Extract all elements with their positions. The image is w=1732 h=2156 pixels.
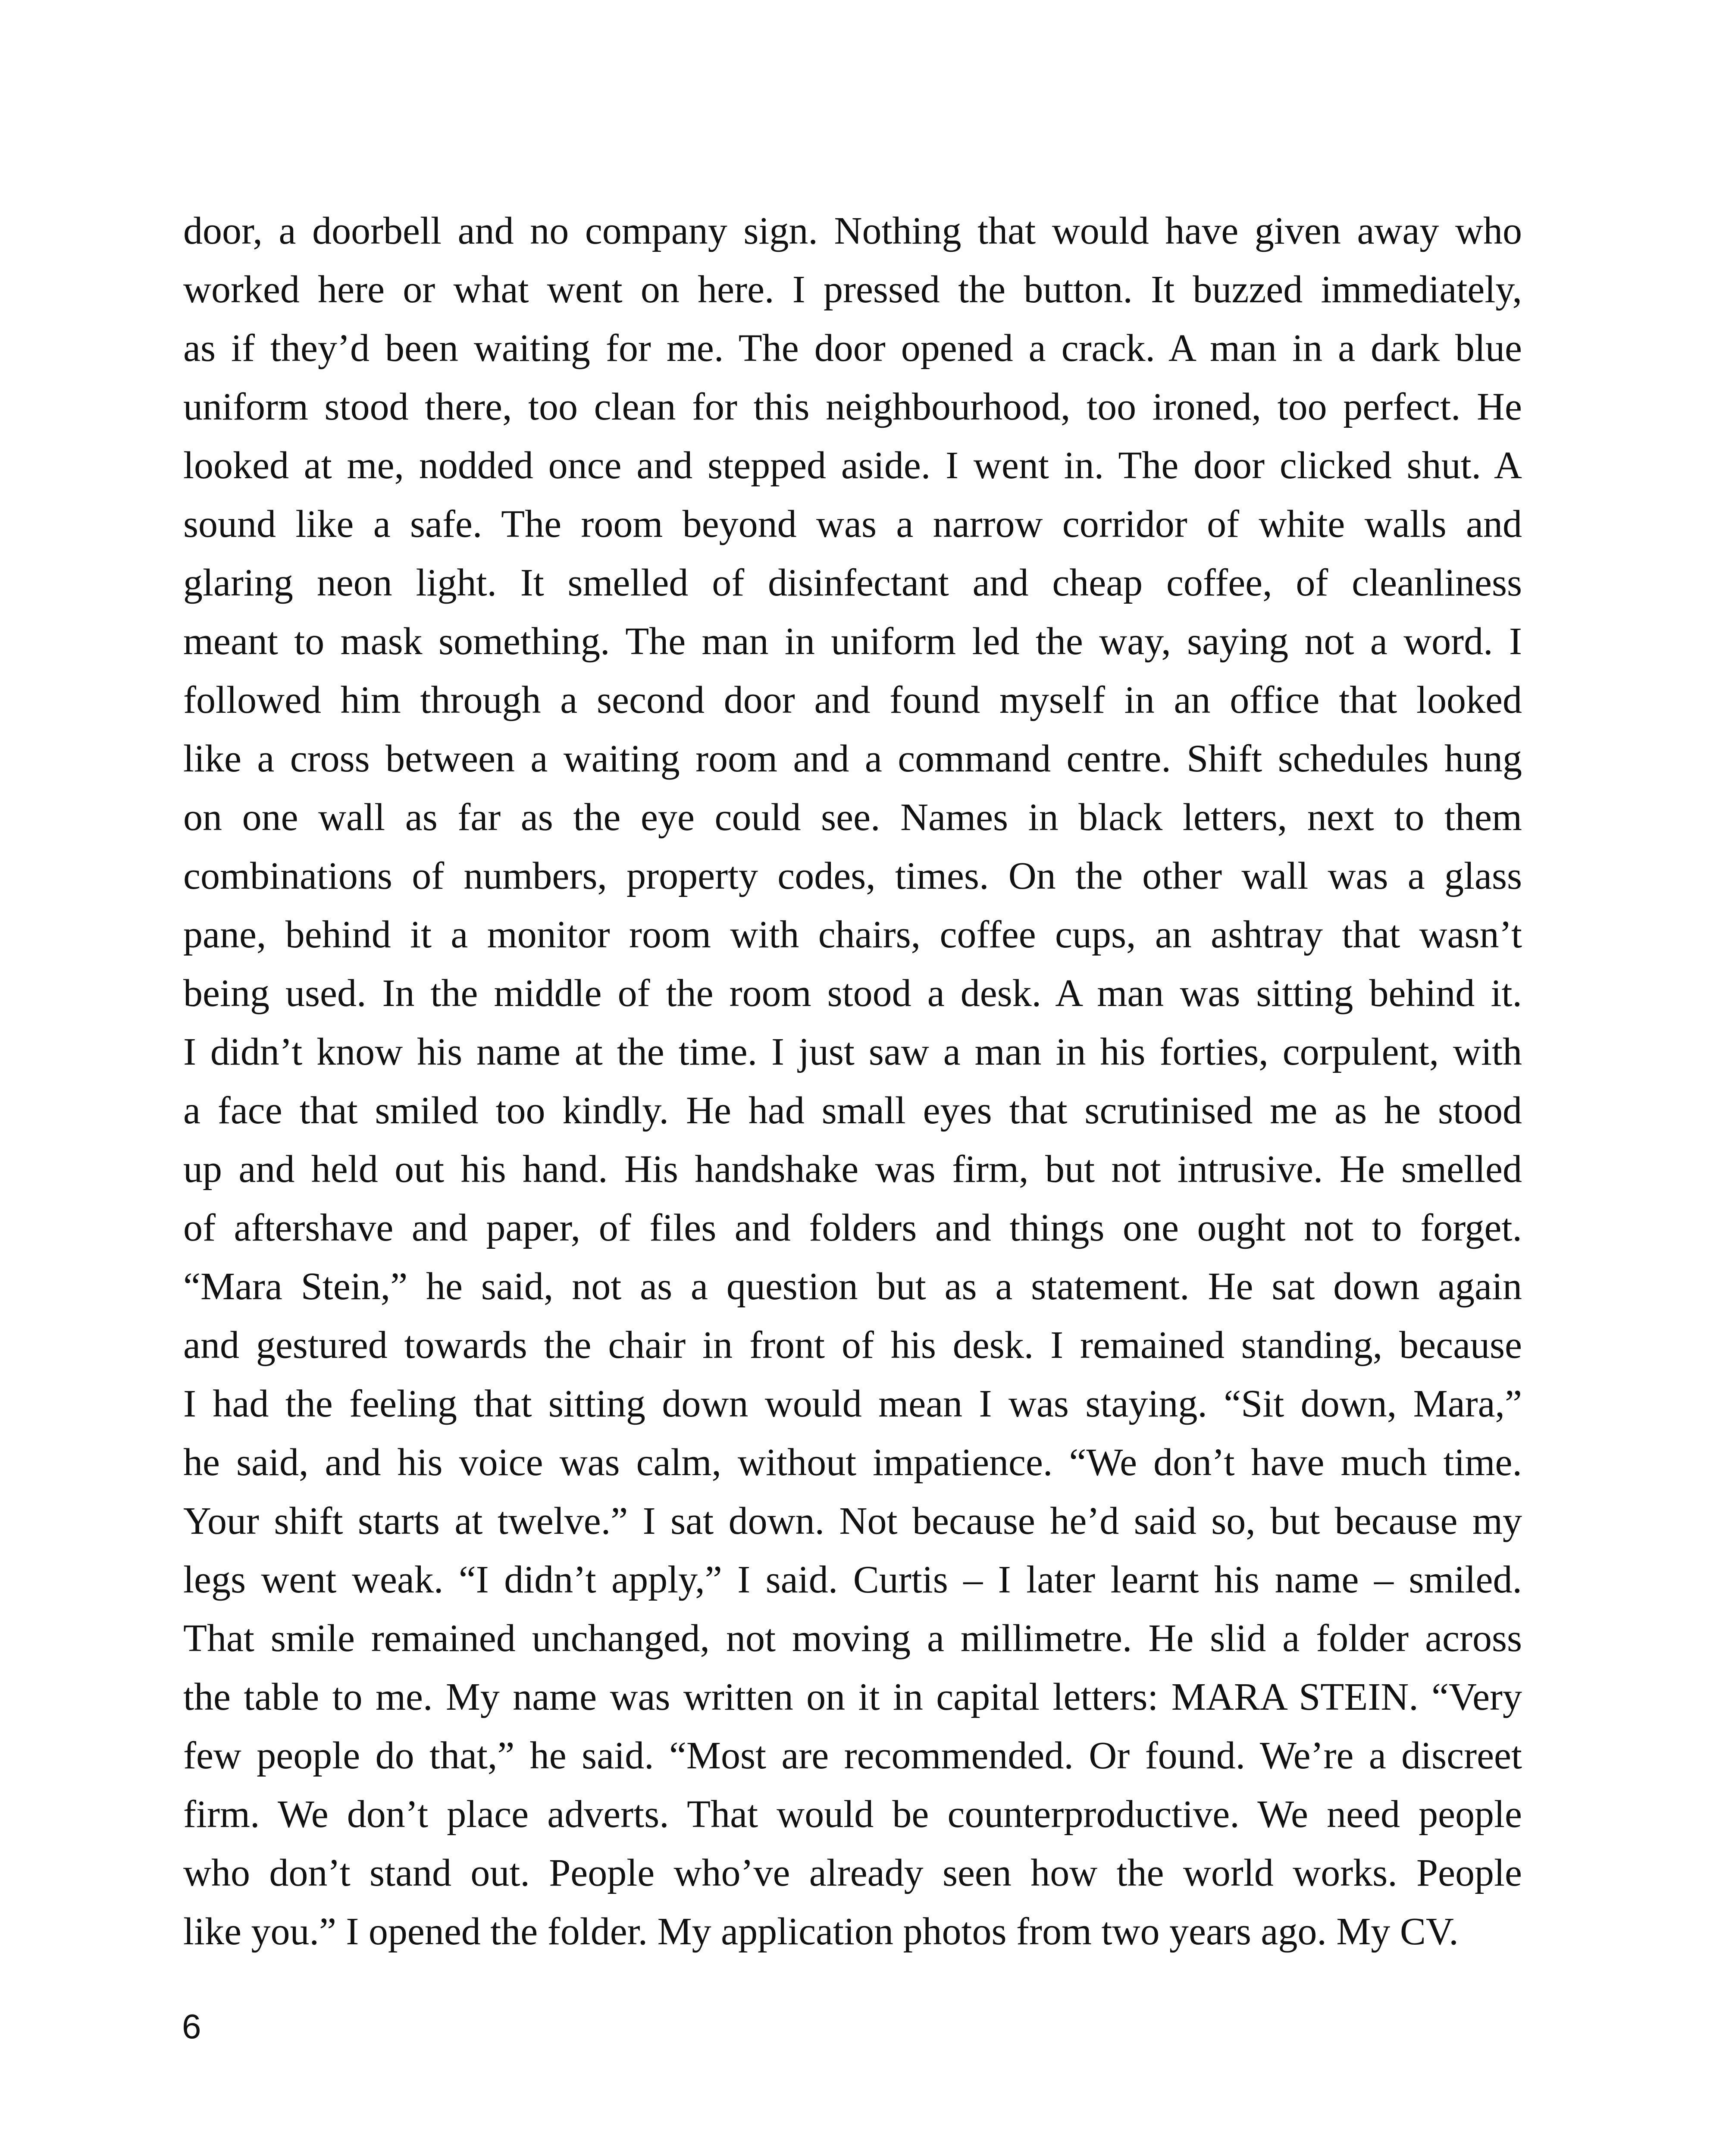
text-line: like a cross between a waiting room and a command centre. Shift schedules hung — [183, 737, 1522, 780]
text-line: meant to mask something. The man in uniform led the way, saying not a word. I — [183, 620, 1522, 663]
text-line: legs went weak. “I didn’t apply,” I said. Curtis – I later learnt his name – smiled. — [183, 1558, 1522, 1601]
page-number: 6 — [182, 2007, 201, 2046]
text-line: and gestured towards the chair in front of his desk. I remained standing, because — [183, 1324, 1522, 1366]
text-line: the table to me. My name was written on it in capital letters: MARA STEIN. “Very — [183, 1676, 1522, 1718]
text-line: like you.” I opened the folder. My application photos from two years ago. My CV. — [183, 1910, 1459, 1953]
text-line: Your shift starts at twelve.” I sat down. Not because he’d said so, but because my — [183, 1500, 1522, 1542]
text-line: of aftershave and paper, of files and folders and things one ought not to forget. — [183, 1206, 1522, 1249]
text-line: That smile remained unchanged, not moving a millimetre. He slid a folder across — [183, 1617, 1522, 1660]
text-line: few people do that,” he said. “Most are recommended. Or found. We’re a discreet — [183, 1734, 1522, 1777]
text-line: sound like a safe. The room beyond was a narrow corridor of white walls and — [183, 503, 1522, 545]
text-line: uniform stood there, too clean for this neighbourhood, too ironed, too perfect. He — [183, 385, 1522, 428]
text-line: looked at me, nodded once and stepped aside. I went in. The door clicked shut. A — [183, 444, 1522, 487]
text-line: firm. We don’t place adverts. That would be counterproductive. We need people — [183, 1793, 1522, 1836]
text-line: I didn’t know his name at the time. I just saw a man in his forties, corpulent, with — [183, 1031, 1522, 1073]
text-line: pane, behind it a monitor room with chairs, coffee cups, an ashtray that wasn’t — [183, 913, 1522, 956]
text-line: who don’t stand out. People who’ve already seen how the world works. People — [183, 1852, 1522, 1894]
text-line: door, a doorbell and no company sign. Nothing that would have given away who — [183, 210, 1522, 252]
text-line: worked here or what went on here. I pressed the button. It buzzed immediately, — [183, 268, 1522, 311]
text-line: on one wall as far as the eye could see. Names in black letters, next to them — [183, 796, 1522, 839]
text-line: as if they’d been waiting for me. The door opened a crack. A man in a dark blue — [183, 327, 1522, 370]
text-line: “Mara Stein,” he said, not as a question but as a statement. He sat down again — [183, 1265, 1522, 1308]
text-line: followed him through a second door and found myself in an office that looked — [183, 679, 1522, 721]
body-text — [183, 202, 1522, 1961]
text-line: glaring neon light. It smelled of disinfectant and cheap coffee, of cleanliness — [183, 561, 1522, 604]
text-line: I had the feeling that sitting down would mean I was staying. “Sit down, Mara,” — [183, 1382, 1522, 1425]
text-line: up and held out his hand. His handshake was firm, but not intrusive. He smelled — [183, 1148, 1522, 1191]
text-line: he said, and his voice was calm, without impatience. “We don’t have much time. — [183, 1441, 1522, 1484]
text-line: being used. In the middle of the room stood a desk. A man was sitting behind it. — [183, 972, 1522, 1015]
text-line: a face that smiled too kindly. He had small eyes that scrutinised me as he stood — [183, 1089, 1522, 1132]
text-line: combinations of numbers, property codes, times. On the other wall was a glass — [183, 855, 1522, 897]
